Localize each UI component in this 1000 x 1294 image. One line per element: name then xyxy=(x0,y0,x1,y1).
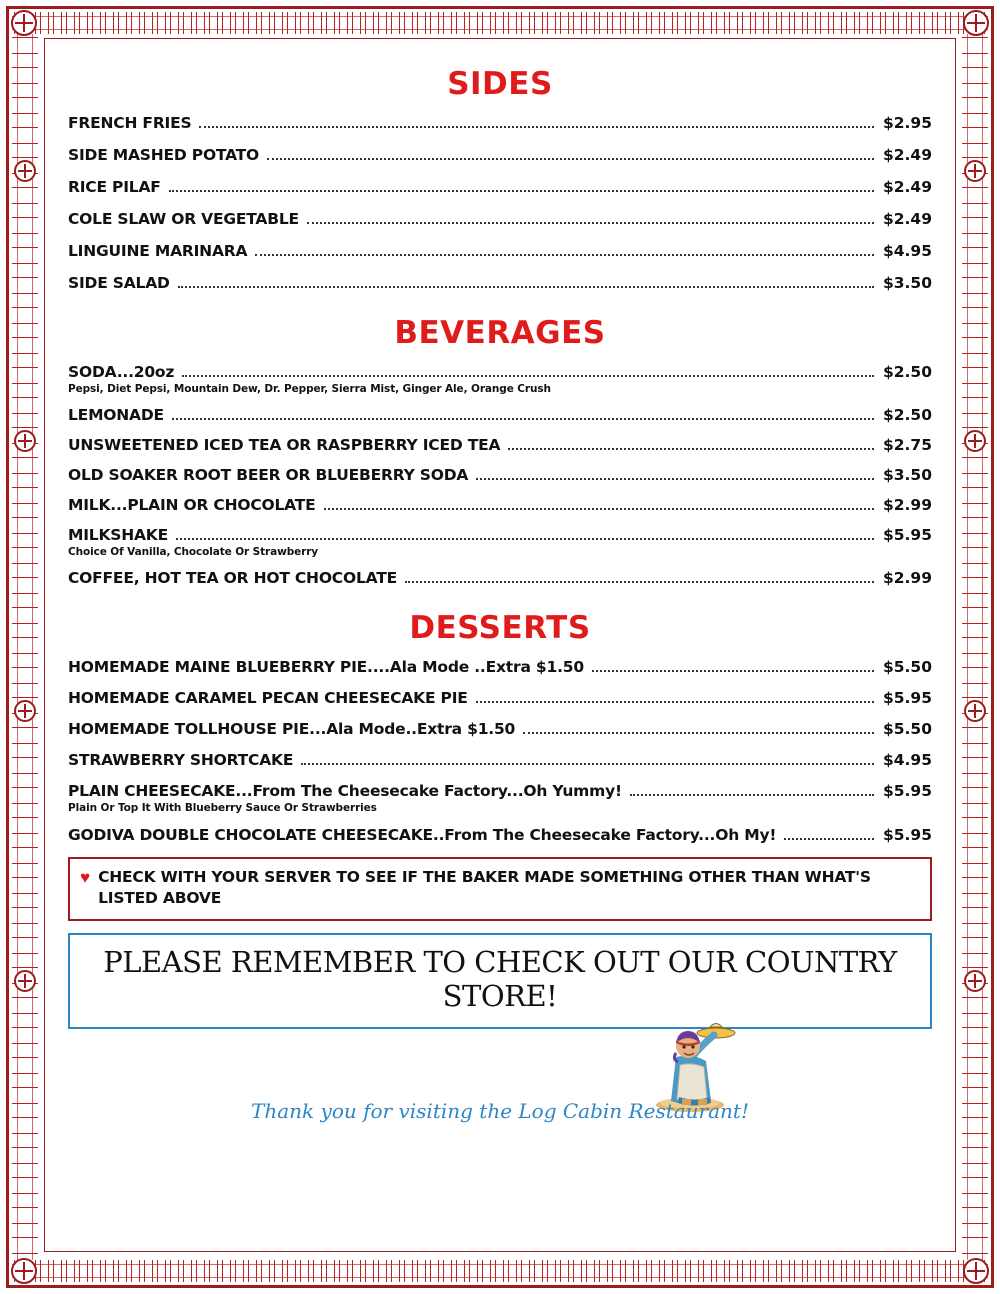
border-band-right xyxy=(962,34,988,1260)
menu-item xyxy=(68,569,932,588)
country-store-box xyxy=(68,933,932,1029)
section-beverages xyxy=(68,315,932,588)
item-name: MILKSHAKE xyxy=(68,526,169,544)
dot-leader xyxy=(172,418,874,420)
item-price: $5.95 xyxy=(882,689,932,707)
dot-leader xyxy=(169,190,874,192)
item-description: Pepsi, Diet Pepsi, Mountain Dew, Dr. Pepper, Sierra Mist, Ginger Ale, Orange Crush xyxy=(68,383,551,395)
side-medallion-left-1-icon xyxy=(14,160,36,182)
menu-content xyxy=(68,48,932,1248)
side-medallion-left-4-icon xyxy=(14,970,36,992)
item-price: $5.95 xyxy=(882,826,932,844)
item-price: $5.50 xyxy=(882,720,932,738)
dot-leader xyxy=(176,538,874,540)
dot-leader xyxy=(267,158,874,160)
menu-item xyxy=(68,466,932,485)
item-price: $2.99 xyxy=(882,496,932,514)
item-price: $5.50 xyxy=(882,658,932,676)
dot-leader xyxy=(255,254,874,256)
corner-medallion-top-right-icon xyxy=(963,10,989,36)
corner-medallion-bottom-left-icon xyxy=(11,1258,37,1284)
menu-item xyxy=(68,363,932,395)
item-name: MILK...PLAIN OR CHOCOLATE xyxy=(68,496,316,514)
menu-item xyxy=(68,658,932,677)
menu-footer xyxy=(68,1029,932,1135)
dot-leader xyxy=(301,763,874,765)
dot-leader xyxy=(405,581,874,583)
dot-leader xyxy=(508,448,874,450)
item-name: HOMEMADE MAINE BLUEBERRY PIE....Ala Mode ..Extra $1.50 xyxy=(68,658,584,676)
side-medallion-left-2-icon xyxy=(14,430,36,452)
menu-item xyxy=(68,406,932,425)
menu-item xyxy=(68,274,932,293)
server-notice-text: CHECK WITH YOUR SERVER TO SEE IF THE BAKER MADE SOMETHING OTHER THAN WHAT'S LISTED ABOVE xyxy=(98,868,871,907)
menu-item xyxy=(68,210,932,229)
menu-item xyxy=(68,114,932,133)
dot-leader xyxy=(178,286,874,288)
sides-item-list xyxy=(68,114,932,293)
section-desserts xyxy=(68,610,932,845)
item-price: $2.49 xyxy=(882,146,932,164)
item-price: $4.95 xyxy=(882,242,932,260)
waiter-with-tray-illustration xyxy=(632,1013,742,1113)
item-price: $2.50 xyxy=(882,406,932,424)
thank-you-message: Thank you for visiting the Log Cabin Restaurant! xyxy=(251,1099,749,1124)
server-notice-box xyxy=(68,857,932,921)
section-title-sides: SIDES xyxy=(447,66,553,102)
item-name: UNSWEETENED ICED TEA OR RASPBERRY ICED TEA xyxy=(68,436,501,454)
dot-leader xyxy=(523,732,874,734)
dot-leader xyxy=(630,794,874,796)
item-name: PLAIN CHEESECAKE...From The Cheesecake Factory...Oh Yummy! xyxy=(68,782,622,800)
border-band-left xyxy=(12,34,38,1260)
item-price: $5.95 xyxy=(882,526,932,544)
section-title-desserts: DESSERTS xyxy=(409,610,591,646)
item-name: SODA...20oz xyxy=(68,363,175,381)
section-sides xyxy=(68,66,932,293)
side-medallion-right-4-icon xyxy=(964,970,986,992)
item-name: LINGUINE MARINARA xyxy=(68,242,248,260)
item-name: SIDE MASHED POTATO xyxy=(68,146,260,164)
item-price: $2.75 xyxy=(882,436,932,454)
item-price: $2.49 xyxy=(882,210,932,228)
dot-leader xyxy=(324,508,874,510)
heart-icon: ♥ xyxy=(80,868,91,887)
item-name: COFFEE, HOT TEA OR HOT CHOCOLATE xyxy=(68,569,397,587)
item-price: $2.49 xyxy=(882,178,932,196)
corner-medallion-top-left-icon xyxy=(11,10,37,36)
item-description: Plain Or Top It With Blueberry Sauce Or Strawberries xyxy=(68,802,377,814)
menu-item xyxy=(68,826,932,845)
menu-item xyxy=(68,436,932,455)
item-price: $3.50 xyxy=(882,466,932,484)
item-price: $5.95 xyxy=(882,782,932,800)
side-medallion-right-2-icon xyxy=(964,430,986,452)
menu-item xyxy=(68,526,932,558)
border-band-bottom xyxy=(12,1260,988,1282)
item-price: $2.50 xyxy=(882,363,932,381)
menu-item xyxy=(68,496,932,515)
item-price: $2.99 xyxy=(882,569,932,587)
border-band-top xyxy=(12,12,988,34)
dot-leader xyxy=(476,701,874,703)
dot-leader xyxy=(784,838,874,840)
item-description: Choice Of Vanilla, Chocolate Or Strawberry xyxy=(68,546,319,558)
item-name: HOMEMADE TOLLHOUSE PIE...Ala Mode..Extra $1.50 xyxy=(68,720,516,738)
item-name: HOMEMADE CARAMEL PECAN CHEESECAKE PIE xyxy=(68,689,468,707)
menu-item xyxy=(68,178,932,197)
item-name: LEMONADE xyxy=(68,406,164,424)
dot-leader xyxy=(182,375,874,377)
item-name: SIDE SALAD xyxy=(68,274,170,292)
item-name: COLE SLAW OR VEGETABLE xyxy=(68,210,299,228)
item-price: $3.50 xyxy=(882,274,932,292)
side-medallion-right-1-icon xyxy=(964,160,986,182)
menu-item xyxy=(68,782,932,814)
desserts-item-list xyxy=(68,658,932,845)
menu-item xyxy=(68,146,932,165)
item-name: OLD SOAKER ROOT BEER OR BLUEBERRY SODA xyxy=(68,466,469,484)
item-name: FRENCH FRIES xyxy=(68,114,192,132)
menu-item xyxy=(68,242,932,261)
menu-item xyxy=(68,751,932,770)
dot-leader xyxy=(307,222,874,224)
item-price: $2.95 xyxy=(882,114,932,132)
beverages-item-list xyxy=(68,363,932,588)
dot-leader xyxy=(476,478,874,480)
menu-item xyxy=(68,720,932,739)
menu-item xyxy=(68,689,932,708)
corner-medallion-bottom-right-icon xyxy=(963,1258,989,1284)
section-title-beverages: BEVERAGES xyxy=(394,315,606,351)
dot-leader xyxy=(199,126,874,128)
side-medallion-left-3-icon xyxy=(14,700,36,722)
side-medallion-right-3-icon xyxy=(964,700,986,722)
dot-leader xyxy=(592,670,874,672)
item-name: STRAWBERRY SHORTCAKE xyxy=(68,751,294,769)
item-name: GODIVA DOUBLE CHOCOLATE CHEESECAKE..From The Cheesecake Factory...Oh My! xyxy=(68,826,777,844)
item-price: $4.95 xyxy=(882,751,932,769)
item-name: RICE PILAF xyxy=(68,178,161,196)
country-store-text: PLEASE REMEMBER TO CHECK OUT OUR COUNTRY STORE! xyxy=(103,944,897,1014)
